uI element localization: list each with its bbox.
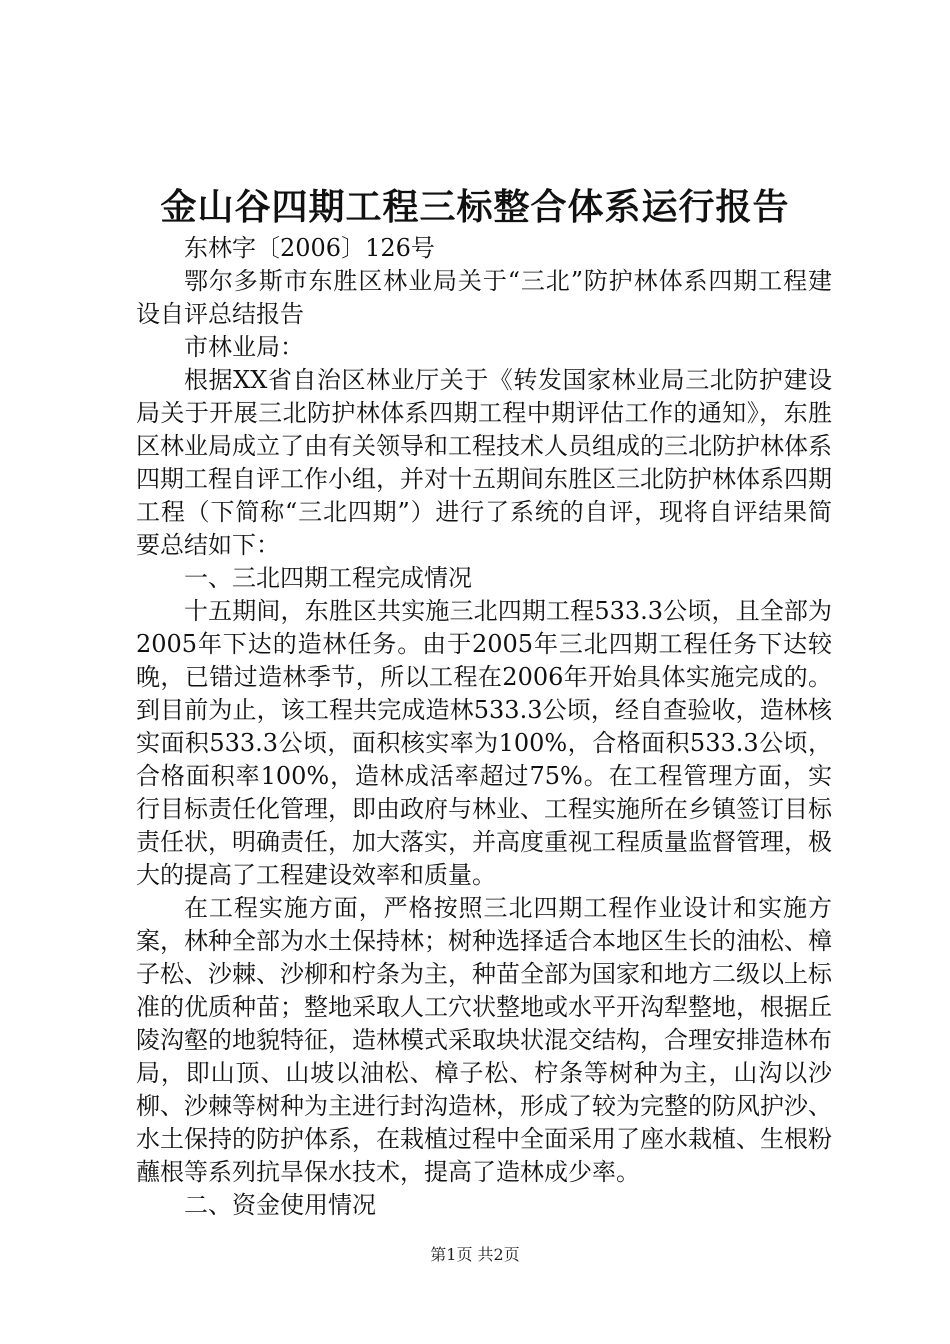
salutation: 市林业局： [184,333,304,361]
document-title: 金山谷四期工程三标整合体系运行报告 [160,187,790,228]
paragraph-completion: 十五期间，东胜区共实施三北四期工程533.3公顷，且全部为2005年下达的造林任务。由于2005年三北四期工程任务下达较晚，已错过造林季节，所以工程在2006年开始具体实施完成的。到目前为止，该工程共完成造林533.3公顷，经自查验收，造林核实面积533.3公顷，面积核实率为100%，合格面积533.3公顷，合格面积率100%，造林成活率超过75%。在工程管理方面，实行目标责任化管理，即由政府与林业、工程实施所在乡镇签订目标责任状，明确责任，加大落实，并高度重视工程质量监督管理，极大的提高了工程建设效率和质量。 [136,597,832,889]
document-body [136,232,832,1222]
document-number: 东林字〔2006〕126号 [184,234,435,262]
section-heading-2: 二、资金使用情况 [184,1191,376,1219]
section-heading-1: 一、三北四期工程完成情况 [184,564,472,592]
paragraph-implementation: 在工程实施方面，严格按照三北四期工程作业设计和实施方案，林种全部为水土保持林；树种选择适合本地区生长的油松、樟子松、沙棘、沙柳和柠条为主，种苗全部为国家和地方二级以上标准的优质种苗；整地采取人工穴状整地或水平开沟犁整地，根据丘陵沟壑的地貌特征，造林模式采取块状混交结构，合理安排造林布局，即山顶、山坡以油松、樟子松、柠条等树种为主，山沟以沙柳、沙棘等树种为主进行封沟造林，形成了较为完整的防风护沙、水土保持的防护体系，在栽植过程中全面采用了座水栽植、生根粉蘸根等系列抗旱保水技术，提高了造林成少率。 [136,894,832,1186]
paragraph-intro: 根据XX省自治区林业厅关于《转发国家林业局三北防护建设局关于开展三北防护林体系四期工程中期评估工作的通知》，东胜区林业局成立了由有关领导和工程技术人员组成的三北防护林体系四期工程自评工作小组，并对十五期间东胜区三北防护林体系四期工程（下简称“三北四期”）进行了系统的自评，现将自评结果简要总结如下： [136,366,832,559]
report-heading: 鄂尔多斯市东胜区林业局关于“三北”防护林体系四期工程建设自评总结报告 [136,267,832,328]
page-number: 第1页 共2页 [430,1245,520,1264]
